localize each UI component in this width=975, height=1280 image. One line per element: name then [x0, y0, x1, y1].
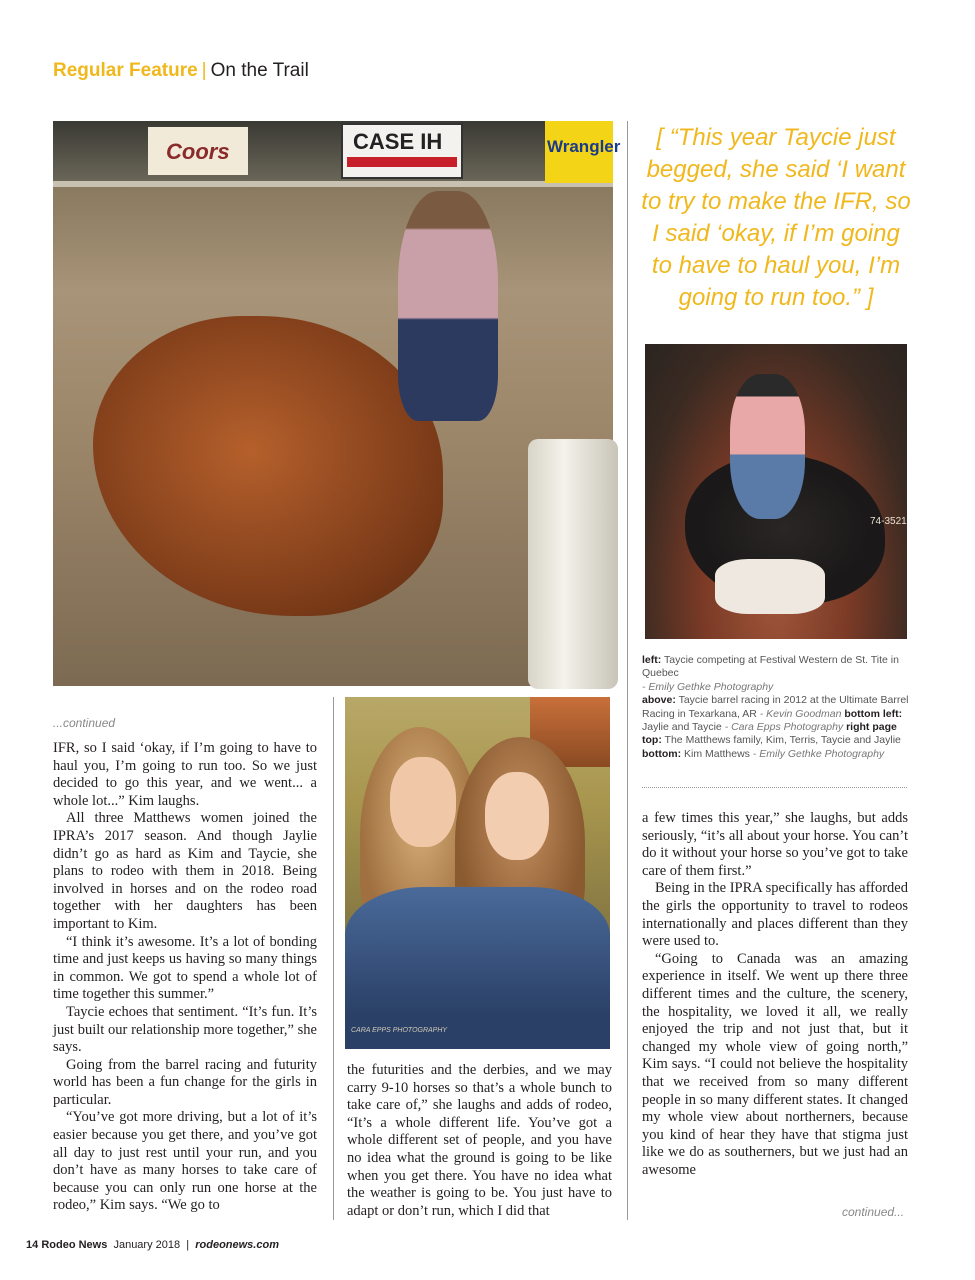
- girl-left-face: [390, 757, 456, 847]
- section-label: Regular Feature: [53, 60, 198, 81]
- denim-jackets: [345, 887, 610, 1049]
- paragraph: Taycie echoes that sentiment. “It’s fun. It’s just built our relationship more together,” she says.: [53, 1003, 317, 1056]
- paragraph: IFR, so I said ‘okay, if I’m going to have to haul you, I’m going to run too. So we just decided to go this year, and we went... a whole lot...” Kim laughs.: [53, 740, 317, 809]
- horse: [93, 316, 443, 616]
- arena-sign-text: 74-3521: [870, 516, 907, 527]
- paragraph: “You’ve got more driving, but a lot of it’s easier because you get there, and you’ve got all day to just rest until your run, and you don’t have as many horses to take care of because you can only run one horse at the rodeo,” Kim says. “We go to: [53, 1109, 317, 1214]
- barrel: [528, 439, 618, 689]
- continued-next-label: continued...: [842, 1205, 905, 1219]
- column-rule-1: [333, 697, 334, 1220]
- caption-divider: [642, 787, 907, 788]
- wrangler-sign: Wrangler: [545, 121, 613, 183]
- young-taycie-photo: [645, 344, 907, 639]
- footer-separator: |: [186, 1239, 190, 1251]
- subsection-label: On the Trail: [210, 60, 309, 81]
- website-link[interactable]: rodeonews.com: [195, 1239, 279, 1251]
- arena-stands: [53, 121, 613, 181]
- paragraph: Going from the barrel racing and futurity world has been a fun change for the girls in particular.: [53, 1056, 317, 1108]
- magazine-name: Rodeo News: [41, 1239, 108, 1251]
- pull-quote: [ “This year Taycie just begged, she said ‘I want to try to make the IFR, so I said ‘okay, if I’m going to have to haul you, I’m going to run too.” ]: [641, 124, 911, 311]
- girl-right-face: [485, 772, 549, 860]
- rider: [398, 191, 498, 421]
- paragraph: “I think it’s awesome. It’s a lot of bonding time and just keeps us having so many things in common. We got to spend a whole lot of time together this summer.”: [53, 933, 317, 1003]
- paragraph: Being in the IPRA specifically has afforded the girls the opportunity to travel to rodeos internationally and places different than they were used to.: [642, 880, 908, 950]
- photo-caption: left: Taycie competing at Festival Western de St. Tite in Quebec - Emily Gethke Photography above: Taycie barrel racing in 2012 at the Ultimate Barrel Racing in Texarkana, AR - Kevin Goodman bottom left: Jaylie and Taycie - Cara Epps Photography right page top: The Matthews family, Kim, Terris, Taycie and Jaylie bottom: Kim Matthews - Emily Gethke Photography: [642, 654, 909, 760]
- coors-sign: Coors: [148, 127, 248, 175]
- young-rider: [730, 374, 805, 519]
- paragraph: “Going to Canada was an amazing experience in itself. We went up there three different times and the culture, the scenery, the hospitality, we loved it all, we really enjoyed the trip and not just that, but it changed my whole view of going north,” Kim says. “I could not believe the hospitality that we received from so many different people in so many different states. It changed my whole view about northerners, because you kind of hear they have that stigma just like we do as southerners, but we just had an awesome: [642, 950, 908, 1178]
- paragraph: All three Matthews women joined the IPRA’s 2017 season. And though Jaylie didn’t go as hard as Kim and Taycie, she plans to rodeo with them in 2018. Being involved in horses and on the rodeo road together with her daughters has been important to Kim.: [53, 810, 317, 932]
- arena-fence: [53, 181, 613, 187]
- case-ih-sign: CASE IH: [341, 123, 463, 179]
- barrel-racing-photo: [53, 121, 621, 686]
- photo-watermark: CARA EPPS PHOTOGRAPHY: [351, 1027, 448, 1034]
- section-header: [53, 60, 309, 82]
- jaylie-taycie-photo: [345, 697, 610, 1049]
- header-separator: |: [201, 60, 207, 81]
- page-footer: [26, 1239, 279, 1251]
- issue-date: January 2018: [113, 1239, 181, 1251]
- article-column-2: [347, 1062, 612, 1220]
- continued-label: ...continued: [53, 716, 116, 730]
- paragraph: the futurities and the derbies, and we may carry 9-10 horses so that’s a whole bunch to take care of,” she laughs and adds of rodeo, “It’s a whole different life. You’ve got a whole different set of people, and you have no idea what the ground is going to be like when you get there. You have no idea what the weather is going to be. You just have to adapt or don’t run, which I did that: [347, 1062, 612, 1219]
- article-column-1: [53, 740, 317, 1215]
- article-column-3: [642, 810, 908, 1179]
- page-number: 14: [26, 1239, 39, 1251]
- pony-white-patch: [715, 559, 825, 614]
- paragraph: a few times this year,” she laughs, but adds seriously, “it’s all about your horse. You can’t do it without your horse so you’ve got to take care of them first.”: [642, 810, 908, 879]
- column-rule-2: [627, 121, 628, 1220]
